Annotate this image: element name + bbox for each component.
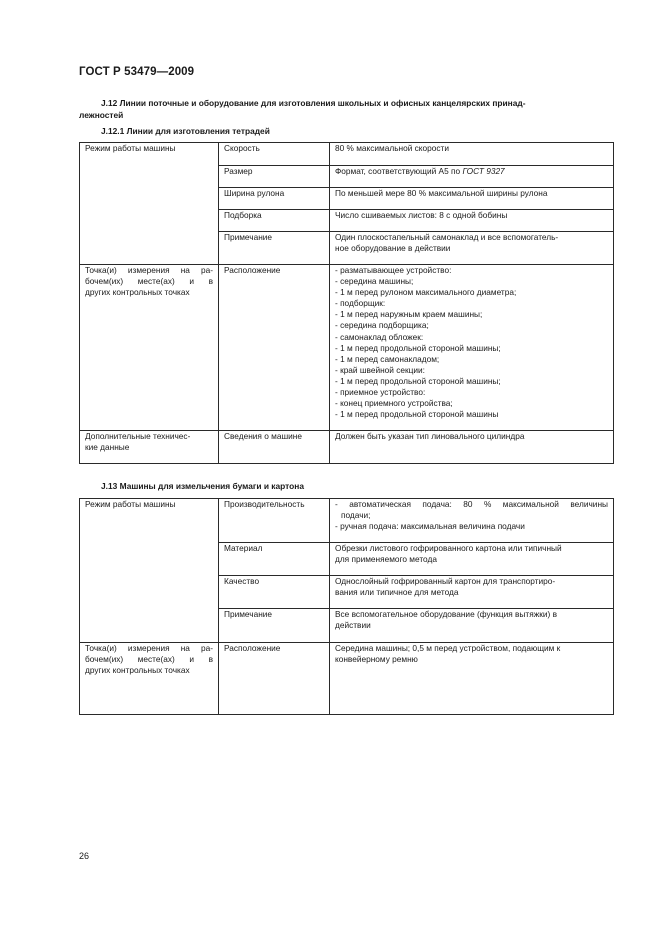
value-material-line1: Обрезки листового гофрированного картона или типичный [335, 543, 562, 553]
value-shredder-location-line1: Середина машины; 0,5 м перед устройством, подающим к [335, 643, 561, 653]
location-item: - середина подборщика; [335, 320, 429, 331]
location-item: - край швейной секции: [335, 364, 425, 375]
location-item: - 1 м перед продольной стороной машины; [335, 375, 501, 386]
location-item: - 1 м перед наружным краем машины; [335, 309, 483, 320]
value-shredder-location [330, 643, 614, 715]
value-roll-width: По меньшей мере 80 % максимальной ширины рулона [330, 188, 614, 210]
extra-tech-data-label-cell [80, 431, 219, 464]
measurement-label-line2: бочем(их) месте(ах) и в [85, 276, 213, 287]
param-quality: Качество [219, 576, 330, 609]
param-note: Примечание [219, 232, 330, 265]
location-item: - 1 м перед самонакладом; [335, 353, 440, 364]
measurement-label-line3: других контрольных точках [85, 287, 190, 298]
page-number: 26 [79, 851, 90, 861]
value-material-line2: для применяемого метода [335, 554, 437, 565]
shredder-mode-label-cell [80, 499, 219, 643]
shredder-measurement-label-line2: бочем(их) месте(ах) и в [85, 654, 213, 665]
location-item: - самонаклад обложек: [335, 331, 424, 342]
spec-table-notebook-lines [79, 142, 614, 464]
section-j12-1-heading: J.12.1 Линии для изготовления тетрадей [101, 126, 270, 136]
param-shredder-location: Расположение [219, 643, 330, 715]
value-machine-info: Должен быть указан тип линовального цилиндра [330, 431, 614, 464]
param-material: Материал [219, 543, 330, 576]
shredder-mode-label: Режим работы машины [85, 499, 176, 509]
value-capacity [330, 499, 614, 543]
param-shredder-note: Примечание [219, 609, 330, 643]
shredder-measurement-label-cell [80, 643, 219, 715]
section-j12-heading-line1: J.12 Линии поточные и оборудование для изготовления школьных и офисных канцелярских принад- [101, 98, 526, 108]
value-size [330, 166, 614, 188]
document-header: ГОСТ Р 53479—2009 [79, 66, 195, 78]
value-speed: 80 % максимальной скорости [330, 143, 614, 166]
location-item: - подборщик: [335, 298, 386, 309]
param-capacity: Производительность [219, 499, 330, 543]
value-shredder-location-line2: конвейерному ремню [335, 654, 418, 665]
shredder-measurement-label-line3: других контрольных точках [85, 665, 190, 676]
mode-label: Режим работы машины [85, 143, 176, 153]
section-j12-heading-cont: лежностей [79, 110, 124, 120]
value-location-list [330, 265, 614, 431]
location-item: - 1 м перед продольной стороной машины; [335, 342, 501, 353]
location-item: - 1 м перед рулоном максимального диаметра; [335, 287, 517, 298]
value-material [330, 543, 614, 576]
section-j13-heading: J.13 Машины для измельчения бумаги и картона [101, 481, 304, 491]
spec-table-paper-shredders [79, 498, 614, 715]
measurement-points-label-cell [80, 265, 219, 431]
param-location: Расположение [219, 265, 330, 431]
value-note-line2: ное оборудование в действии [335, 243, 451, 254]
value-quality-line1: Однослойный гофрированный картон для транспортиро- [335, 576, 556, 586]
location-item: - конец приемного устройства; [335, 398, 453, 409]
location-item: - 1 м перед продольной стороной машины [335, 409, 499, 420]
measurement-label-line1: Точка(и) измерения на ра- [85, 265, 213, 275]
section-j12-heading [101, 98, 613, 109]
location-item: - разматывающее устройство: [335, 265, 452, 275]
extra-tech-label-line2: кие данные [85, 442, 130, 453]
value-capacity-line1: - автоматическая подача: 80 % максимальной величины [335, 499, 608, 509]
value-note [330, 232, 614, 265]
value-capacity-line2: подачи; [341, 510, 371, 521]
param-machine-info: Сведения о машине [219, 431, 330, 464]
param-roll-width: Ширина рулона [219, 188, 330, 210]
param-gathering: Подборка [219, 210, 330, 232]
value-capacity-line3: - ручная подача: максимальная величина подачи [335, 521, 525, 532]
value-quality-line2: вания или типичное для метода [335, 587, 459, 598]
gost-9327-reference: ГОСТ 9327 [462, 166, 505, 176]
value-shredder-note-line1: Все вспомогательное оборудование (функция вытяжки) в [335, 609, 557, 619]
param-size: Размер [219, 166, 330, 188]
param-speed: Скорость [219, 143, 330, 166]
value-shredder-note [330, 609, 614, 643]
shredder-measurement-label-line1: Точка(и) измерения на ра- [85, 643, 213, 653]
value-gathering: Число сшиваемых листов: 8 с одной бобины [330, 210, 614, 232]
mode-label-cell [80, 143, 219, 265]
value-shredder-note-line2: действии [335, 620, 371, 631]
location-item: - приемное устройство: [335, 387, 426, 398]
value-quality [330, 576, 614, 609]
value-size-text: Формат, соответствующий А5 по [335, 166, 463, 176]
value-note-line1: Один плоскостапельный самонаклад и все вспомогатель- [335, 232, 559, 242]
location-item: - середина машины; [335, 276, 414, 287]
extra-tech-label-line1: Дополнительные техничес- [85, 431, 191, 441]
